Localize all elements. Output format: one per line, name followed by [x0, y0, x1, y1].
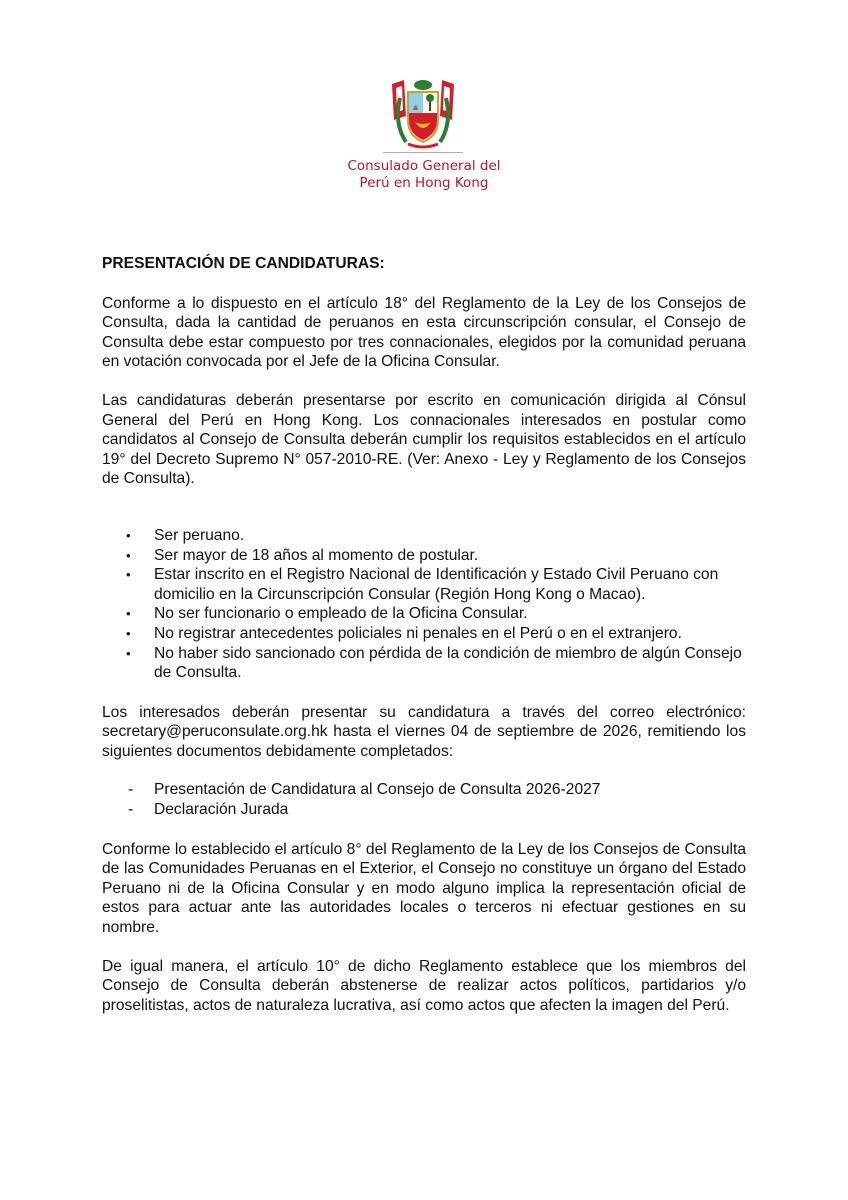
- consulate-name: [344, 158, 504, 192]
- list-item: • Ser mayor de 18 años al momento de postular.: [102, 546, 746, 566]
- list-item: - Declaración Jurada: [102, 800, 746, 820]
- list-item: - Presentación de Candidatura al Consejo de Consulta 2026-2027: [102, 780, 746, 800]
- list-item: • No haber sido sancionado con pérdida de la condición de miembro de algún Consejo de Consulta.: [102, 644, 746, 683]
- paragraph-article-8: Conforme lo establecido el artículo 8° del Reglamento de la Ley de los Consejos de Consulta de las Comunidades Peruanas en el Exterior, el Consejo no constituye un órgano del Estado Peruano ni de la Oficina Consular y en modo alguno implica la representación oficial de estos para actuar ante las autoridades locales o terceros ni efectuar gestiones en su nombre.: [102, 840, 746, 937]
- paragraph-submission: [102, 703, 746, 762]
- paragraph-conformation: Conforme a lo dispuesto en el artículo 18° del Reglamento de la Ley de los Consejos de Consulta, dada la cantidad de peruanos en esta circunscripción consular, el Consejo de Consulta debe estar compuesto por tres connacionales, elegidos por la comunidad peruana en votación convocada por el Jefe de la Oficina Consular.: [102, 294, 746, 371]
- list-item: • Estar inscrito en el Registro Nacional de Identificación y Estado Civil Peruano con domicilio en la Circunscripción Consular (Región Hong Kong o Macao).: [102, 565, 746, 604]
- paragraph-candidaturas: Las candidaturas deberán presentarse por escrito en comunicación dirigida al Cónsul General del Perú en Hong Kong. Los connacionales interesados en postular como candidatos al Consejo de Consulta deberán cumplir los requisitos establecidos en el artículo 19° del Decreto Supremo N° 057-2010-RE. (Ver: Anexo - Ley y Reglamento de los Consejos de Consulta).: [102, 391, 746, 488]
- list-item: • Ser peruano.: [102, 526, 746, 546]
- paragraph-article-10: De igual manera, el artículo 10° de dicho Reglamento establece que los miembros del Consejo de Consulta deberán abstenerse de realizar actos políticos, partidarios y/o proselitistas, actos de naturaleza lucrativa, así como actos que afecten la imagen del Perú.: [102, 957, 746, 1014]
- submission-text-end: hasta el viernes 04 de septiembre de 2026, remitiendo los siguientes documentos debidamente completados:: [102, 723, 746, 760]
- document-body: [102, 254, 746, 1034]
- documents-list: [102, 780, 746, 819]
- list-item: • No ser funcionario o empleado de la Oficina Consular.: [102, 604, 746, 624]
- consulate-name-line1: Consulado General del: [347, 158, 501, 174]
- peru-coat-of-arms-icon: [384, 76, 462, 152]
- consulate-name-line2: Perú en Hong Kong: [359, 175, 489, 191]
- requirements-list: [102, 526, 746, 683]
- email-link[interactable]: secretary@peruconsulate.org.hk: [102, 723, 328, 741]
- submission-text-start: Los interesados deberán presentar su candidatura a través del correo electrónico:: [102, 703, 746, 721]
- page-title: PRESENTACIÓN DE CANDIDATURAS:: [102, 255, 385, 272]
- header-rule: [383, 152, 463, 153]
- list-item: • No registrar antecedentes policiales ni penales en el Perú o en el extranjero.: [102, 624, 746, 644]
